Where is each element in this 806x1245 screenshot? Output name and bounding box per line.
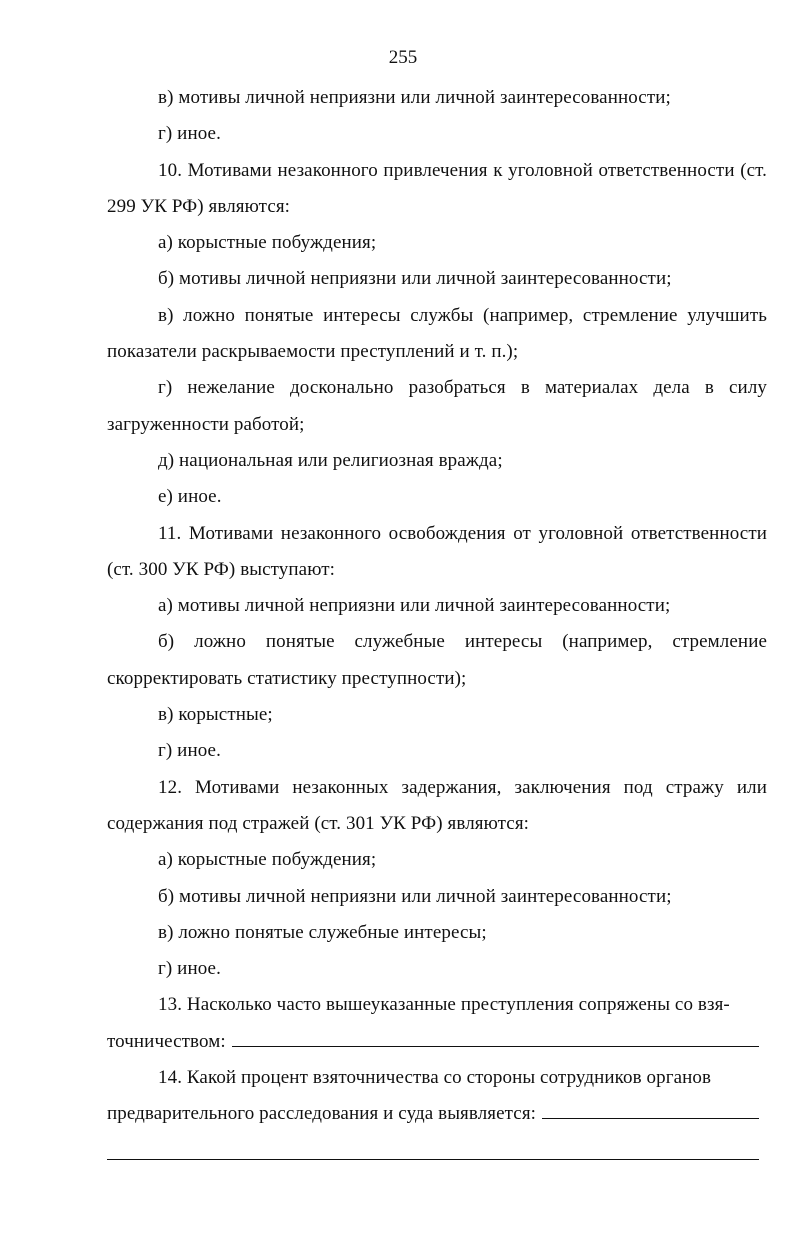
- question-11: 11. Мотивами незаконного освобождения от уголовной ответственности (ст. 300 УК РФ) выступают:: [107, 522, 767, 580]
- question-13-answer-row: [107, 1024, 767, 1060]
- question-12: 12. Мотивами незаконных задержания, заключения под стражу или содержания под стражей (ст. 301 УК РФ) являются:: [107, 776, 767, 834]
- answer-option: а) мотивы личной неприязни или личной заинтересованности;: [158, 595, 671, 617]
- question-14-label: предварительного расследования и суда выявляется:: [107, 1103, 537, 1125]
- answer-option: г) иное.: [158, 958, 221, 980]
- answer-option: б) мотивы личной неприязни или личной заинтересованности;: [158, 268, 672, 290]
- answer-option: г) иное.: [158, 740, 221, 762]
- answer-option: в) ложно понятые интересы службы (например, стремление улучшить показатели раскрываемости преступлений и т. п.);: [107, 304, 767, 363]
- answer-blank-line[interactable]: [542, 1102, 759, 1119]
- answer-option: а) корыстные побуждения;: [158, 232, 377, 254]
- question-14: 14. Какой процент взяточничества со стороны сотрудников органов: [158, 1067, 712, 1089]
- answer-option: д) национальная или религиозная вражда;: [158, 449, 503, 471]
- answer-option: в) ложно понятые служебные интересы;: [158, 921, 487, 943]
- paragraph: г) иное.: [158, 123, 221, 145]
- answer-option: в) корыстные;: [158, 704, 273, 726]
- answer-option: г) нежелание досконально разобраться в материалах дела в силу загруженности работой;: [107, 377, 767, 435]
- question-10: 10. Мотивами незаконного привлечения к уголовной ответственности (ст. 299 УК РФ) являются:: [107, 159, 767, 217]
- page-number: 255: [388, 47, 418, 68]
- question-13-label: точничеством:: [107, 1030, 226, 1052]
- answer-option: а) корыстные побуждения;: [158, 849, 377, 871]
- question-13: 13. Насколько часто вышеуказанные преступления сопряжены со взя-: [158, 994, 730, 1016]
- answer-option: б) ложно понятые служебные интересы (например, стремление скорректировать статистику преступности);: [107, 631, 767, 689]
- document-body: [107, 80, 767, 1160]
- paragraph: в) мотивы личной неприязни или личной заинтересованности;: [158, 87, 671, 108]
- answer-option: е) иное.: [158, 486, 222, 508]
- answer-blank-line[interactable]: [232, 1030, 759, 1047]
- answer-option: б) мотивы личной неприязни или личной заинтересованности;: [158, 885, 672, 907]
